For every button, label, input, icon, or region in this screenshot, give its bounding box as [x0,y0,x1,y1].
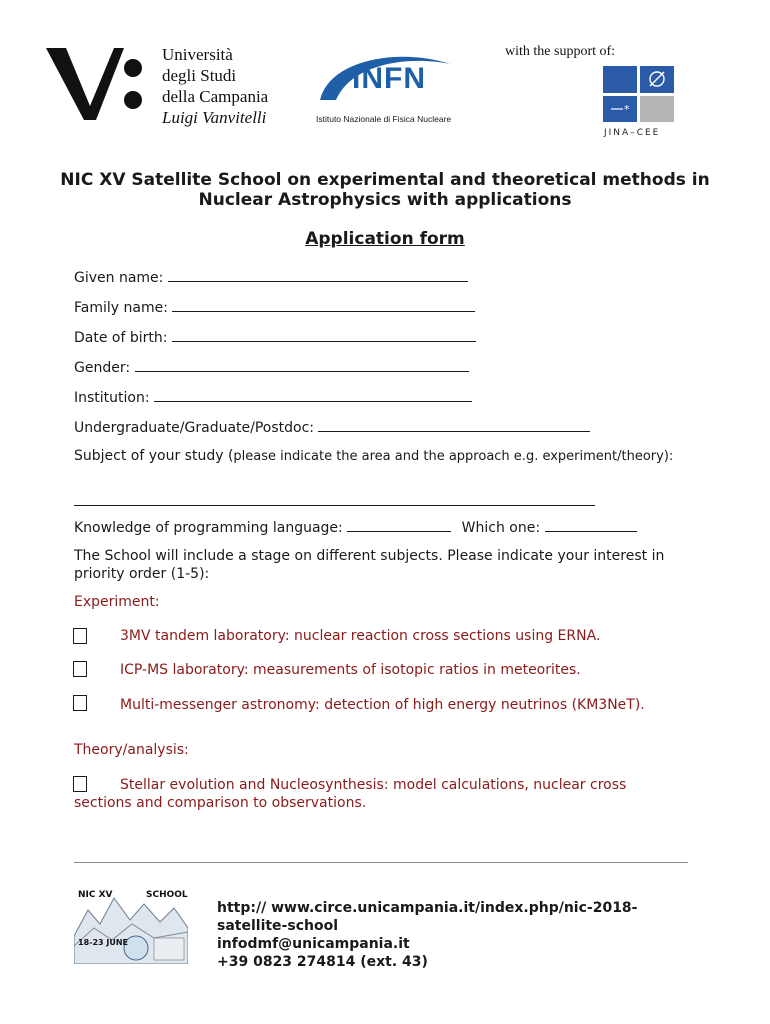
jina-cee-label: JINA–CEE [604,128,661,138]
which-one-label: Which one: [461,520,541,536]
subject-field [74,447,674,466]
gender-line[interactable] [135,358,469,372]
experiment-checkbox-1[interactable] [73,628,87,644]
field-note: please indicate the area and the approach e.g. experiment/theory): [233,449,674,464]
institution-line[interactable] [154,388,472,402]
experiment-option-2: ICP-MS laboratory: measurements of isotopic ratios in meteorites. [120,662,581,678]
footer-divider [74,862,688,863]
level-line[interactable] [318,418,590,432]
infn-caption: Istituto Nazionale di Fisica Nucleare [316,114,452,124]
svg-text:*: * [624,103,630,116]
field-label: Date of birth: [74,330,168,346]
field-label: Family name: [74,300,168,316]
university-line: Università [162,45,233,64]
nic-school-logo [74,876,188,964]
experiment-option-3: Multi-messenger astronomy: detection of high energy neutrinos (KM3NeT). [120,697,645,713]
experiment-heading: Experiment: [74,594,160,610]
which-one-line[interactable] [545,518,637,532]
university-v-mark-icon [46,44,156,122]
university-line: degli Studi [162,66,237,85]
field-label: Knowledge of programming language: [74,520,343,536]
document-title: NIC XV Satellite School on experimental and theoretical methods in Nuclear Astrophysics with applications [60,170,710,210]
university-line: Luigi Vanvitelli [162,108,267,127]
programming-line[interactable] [347,518,451,532]
infn-logo [312,48,462,128]
field-label: Gender: [74,360,131,376]
experiment-checkbox-2[interactable] [73,661,87,677]
subject-line[interactable] [74,492,595,506]
form-subtitle: Application form [305,229,465,249]
nic-logo-title: NIC XV [78,890,113,900]
footer-url[interactable]: http:// www.circe.unicampania.it/index.php/nic-2018-satellite-school [217,900,638,934]
field-label: Given name: [74,270,164,286]
theory-option-1: Stellar evolution and Nucleosynthesis: model calculations, nuclear cross sections and comparison to observations. [74,777,627,811]
jina-logo [603,66,675,122]
footer-phone: +39 0823 274814 (ext. 43) [217,954,428,970]
university-name [162,44,268,128]
date-of-birth-line[interactable] [172,328,476,342]
level-field [74,418,590,436]
university-line: della Campania [162,87,269,106]
infn-logo-text: INFN [352,62,426,95]
given-name-line[interactable] [168,268,468,282]
field-label: Undergraduate/Graduate/Postdoc: [74,420,315,436]
given-name-field [74,268,468,286]
footer-email[interactable]: infodmf@unicampania.it [217,936,410,952]
university-logo [46,44,156,122]
nic-logo-school: SCHOOL [146,890,188,900]
nic-logo-dates: 18-23 JUNE [78,938,129,947]
field-label: Subject of your study ( [74,448,234,464]
family-name-line[interactable] [172,298,475,312]
field-label: Institution: [74,390,150,406]
experiment-option-1: 3MV tandem laboratory: nuclear reaction cross sections using ERNA. [120,628,601,644]
stage-intro: The School will include a stage on different subjects. Please indicate your interest in priority order (1-5): [74,548,665,582]
institution-field [74,388,472,406]
date-of-birth-field [74,328,476,346]
programming-field [74,518,637,536]
support-text: with the support of: [505,44,616,59]
theory-heading: Theory/analysis: [74,742,189,758]
footer-contact [201,899,707,971]
family-name-field [74,298,475,316]
gender-field [74,358,469,376]
jina-cee-logo-icon [603,66,675,122]
